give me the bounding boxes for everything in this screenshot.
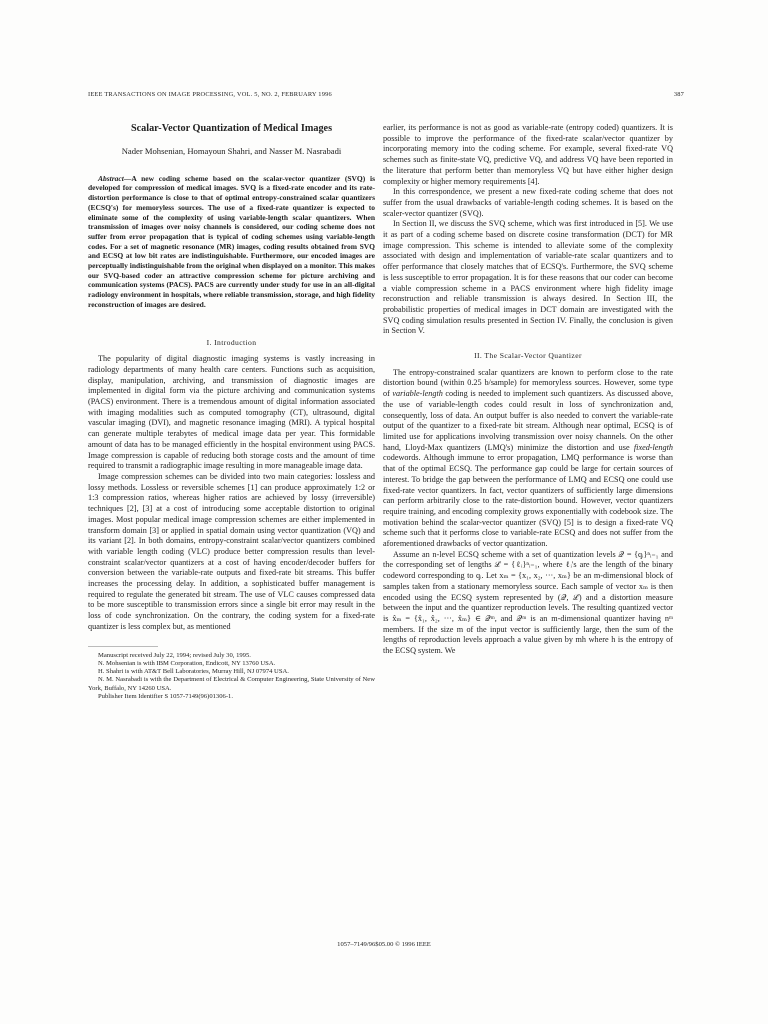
paragraph: In Section II, we discuss the SVQ scheme, which was first introduced in [5]. We use it as part of a coding scheme based on discrete cosine transformation (DCT) for MR image compression. This scheme is intended to alleviate some of the complexity associated with design and implementation of variable-rate scalar quantizers and to offer performance that closely matches that of ECSQ's. Furthermore, the SVQ scheme is less susceptible to error propagation. It is for these reasons that our coder can become a viable compression scheme in a PACS environment where high fidelity image reconstruction and reliable transmission is always desired. In Section III, the probabilistic properties of medical images in DCT domain are investigated with the SVQ coding simulation results presented in Section IV. Finally, the conclusion is given in Section V. <box>383 219 673 336</box>
text-run-italic: variable-length <box>392 389 443 399</box>
section-heading-svq: II. The Scalar-Vector Quantizer <box>474 351 582 361</box>
footnote: Manuscript received July 22, 1994; revised July 30, 1995. <box>98 651 251 659</box>
page-number: 387 <box>673 91 684 98</box>
paper-authors: Nader Mohsenian, Homayoun Shahri, and Nasser M. Nasrabadi <box>121 146 342 156</box>
footnote: N. M. Nasrabadi is with the Department of Electrical & Computer Engineering, State University of New York, Buffalo, NY 14260 USA. <box>88 676 375 692</box>
section-heading-introduction: I. Introduction <box>206 337 257 347</box>
paper-title: Scalar-Vector Quantization of Medical Images <box>130 123 333 134</box>
abstract <box>88 174 375 310</box>
running-header <box>88 91 684 98</box>
paragraph: Image compression schemes can be divided into two main categories: lossless and lossy methods. Lossless or reversible schemes [1] can produce approximately 1:2 or 1:3 compression ratios, whereas higher ratios are achieved by lossy (irreversible) techniques [2], [3] at a cost of introducing some acceptable distortion to original images. Most popular medical image compression schemes are either implemented in transform domain [3] or applied in spatial domain using vector quantization (VQ) and its variant [2]. In both domains, entropy-constraint scalar/vector quantizers combined with variable length coding (VLC) produce better compression results than level-constraint scalar/vector quantizers at a cost of having encoder/decoder buffers for conversion between the variable-rate outputs and fixed-rate bit streams. This buffer increases the processing delay. In addition, a sophisticated buffer management is required to regulate the generated bit stream. The use of VLC causes compressed data to be more susceptible to transmission errors since a single bit error may result in the loss of code synchronization. On the contrary, the coding system for a fixed-rate quantizer is less complex but, as mentioned <box>88 471 375 631</box>
copyright-footer: 1057–7149/96$05.00 © 1996 IEEE <box>337 941 431 948</box>
right-column <box>383 123 673 657</box>
footnote: Publisher Item Identifier S 1057-7149(96)01306-1. <box>98 693 233 701</box>
text-run: coding is needed to implement such quantizers. As discussed above, the use of variable-length codes could result in loss of synchronization and, consequently, loss of data. An output buffer is also needed to convert the variable-rate output of the quantizer to a fixed-rate bit stream. Although near optimal, ECSQ is of limited use for applications involving transmission over noisy channels. On the other hand, Lloyd-Max quantizers (LMQ's) minimize the distortion and use <box>383 389 673 452</box>
footnote: N. Mohsenian is with IBM Corporation, Endicott, NY 13760 USA. <box>98 659 276 667</box>
paragraph: The popularity of digital diagnostic imaging systems is vastly increasing in radiology departments of many health care centers. Functions such as acquisition, display, manipulation, archiving, and transmission of diagnostic images are implemented in digital form via the picture archiving and communication systems (PACS) environment. There is a tremendous amount of digital information associated with imaging modalities such as computed tomography (CT), ultrasound, digital vascular imaging (DVI), and magnetic resonance imaging (MRI). A typical hospital can generate multiple terabytes of medical image data per year. This formidable amount of data has to be managed efficiently in the hospital environment using PACS. Image compression is capable of reducing both storage costs and the amount of time required to transmit a radiographic image resulting in more manageable image data. <box>88 354 375 471</box>
footnote-divider <box>88 646 158 647</box>
abstract-label: Abstract— <box>98 173 132 183</box>
paragraph: Assume an n-level ECSQ scheme with a set of quantization levels 𝒬 = {qᵢ}ⁿᵢ₌₁ and the corresponding set of lengths ℒ = {ℓᵢ}ⁿᵢ₌₁, where ℓᵢ's are the length of the binary codeword corresponding to qᵢ. Let xₘ = {x₁, x₂, ···, xₘ} be an m-dimensional block of samples taken from a stationary memoryless source. Each sample of vector xₘ is then encoded using the ECSQ system represented by (𝒬, ℒ) and a distortion measure between the input and the quantizer reproduction levels. The resulting quantized vector is x̂ₘ = {x̂₁, x̂₂, ···, x̂ₘ} ∈ 𝒬ᵐ, and 𝒬ᵐ is an m-dimensional quantizer having nᵐ members. If the size m of the input vector is sufficiently large, then the sum of the lengths of reproduction levels approach a value given by mh where h is the entropy of the ECSQ system. We <box>383 549 673 656</box>
text-run: codewords. Although immune to error propagation, LMQ performance is worse than that of the optimal ECSQ. The performance gap could be large for certain sources of interest. To bridge the gap between the performance of LMQ and ECSQ one could use fixed-rate vector quantizers. In fact, vector quantizers of sufficiently large dimensions can perform arbitrarily close to the rate-distortion bound. However, vector quantizers require training, and encoding complexity grows exponentially with codebook size. The motivation behind the scalar-vector quantizer (SVQ) [5] is to design a fixed-rate VQ scheme such that it performs close to variable-rate ECSQ and does not suffer from the aforementioned drawbacks of vector quantization. <box>383 453 673 549</box>
paragraph <box>383 368 673 550</box>
journal-name: IEEE TRANSACTIONS ON IMAGE PROCESSING, VOL. 5, NO. 2, FEBRUARY 1996 <box>88 91 332 98</box>
abstract-text: A new coding scheme based on the scalar-vector quantizer (SVQ) is developed for compression of medical images. SVQ is a fixed-rate encoder and its rate-distortion performance is close to that of optimal entropy-constrained scalar quantizers (ECSQ's) for memoryless sources. The use of a fixed-rate quantizer is expected to eliminate some of the complexity of using variable-length scalar quantizers. When transmission of images over noisy channels is considered, our coding scheme does not suffer from error propagation that is typical of coding schemes using variable-length codes. For a set of magnetic resonance (MR) images, coding results obtained from SVQ and ECSQ at low bit rates are indistinguishable. Furthermore, our encoded images are perceptually indistinguishable from the original when displayed on a monitor. This makes our SVQ-based coder an attractive compression scheme for picture archiving and communication systems (PACS). PACS are currently under study for use in an all-digital radiology environment in hospitals, where reliable transmission, storage, and high fidelity reconstruction of images are desired. <box>88 173 375 309</box>
paragraph: earlier, its performance is not as good as variable-rate (entropy coded) quantizers. It is possible to improve the performance of the fixed-rate scalar/vector quantizer by incorporating memory into the coding scheme. For example, several fixed-rate VQ schemes such as finite-state VQ, predictive VQ, and address VQ have been reported in the literature that perform better than memoryless VQ but have either higher design complexity or higher memory requirements [4]. <box>383 123 673 186</box>
text-run-italic: fixed-length <box>633 442 673 452</box>
paragraph: In this correspondence, we present a new fixed-rate coding scheme that does not suffer from the usual drawbacks of variable-length coding schemes. It is based on the scaler-vector quantizer (SVQ). <box>383 187 673 218</box>
text-run: The entropy-constrained scalar quantizers are known to perform close to the rate distortion bound (within 0.25 b/sample) for memoryless sources. However, some type of <box>383 367 673 399</box>
left-column <box>88 123 375 701</box>
footnote: H. Shahri is with AT&T Bell Laboratories, Murray Hill, NJ 07974 USA. <box>98 668 289 676</box>
